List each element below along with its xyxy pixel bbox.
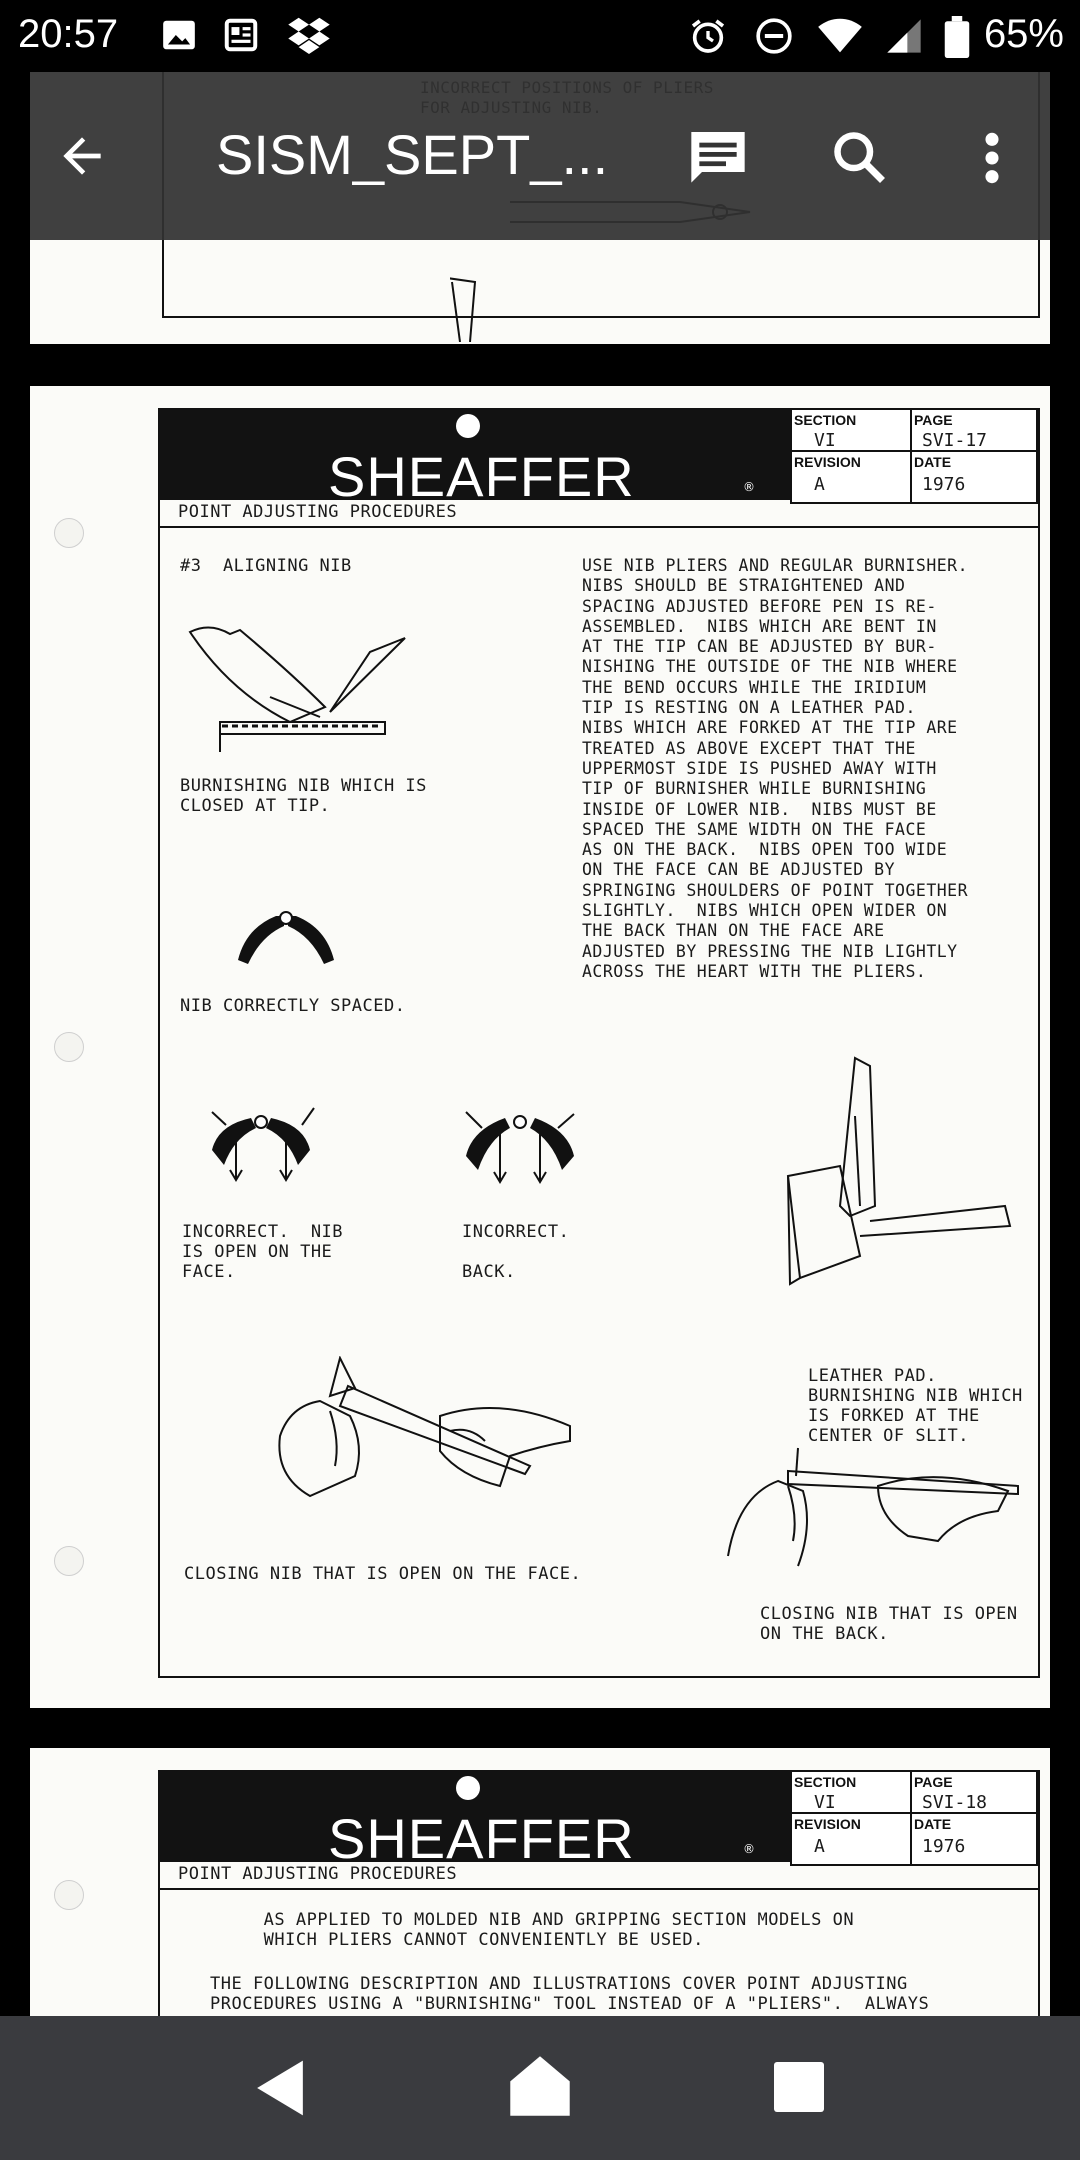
binder-hole [54, 1032, 84, 1062]
section-value: VI [814, 430, 836, 451]
binder-hole [54, 518, 84, 548]
search-icon[interactable] [830, 128, 890, 188]
document-page-svi-18 [30, 1748, 1050, 2016]
closing-nib-face-illustration [270, 1356, 590, 1506]
dnd-icon [754, 16, 794, 56]
section-heading: POINT ADJUSTING PROCEDURES [178, 502, 458, 522]
section-value: VI [814, 1792, 836, 1813]
page-number: SVI-18 [922, 1792, 988, 1813]
page-label: PAGE [914, 1774, 953, 1790]
nav-recents-icon[interactable] [774, 2062, 824, 2112]
revision-label: REVISION [794, 1816, 861, 1832]
battery-percent: 65% [983, 12, 1064, 56]
more-vert-icon[interactable] [980, 130, 1004, 186]
sheaffer-logo-bar [158, 408, 792, 508]
revision-label: REVISION [794, 454, 861, 470]
status-time: 20:57 [18, 12, 119, 56]
nav-back-icon[interactable] [252, 2056, 308, 2120]
caption-incorrect-face: INCORRECT. NIB IS OPEN ON THE FACE. [182, 1222, 344, 1282]
date-value: 1976 [922, 474, 966, 495]
revision-value: A [814, 1836, 825, 1857]
binder-hole [54, 1880, 84, 1910]
caption-closing-face: CLOSING NIB THAT IS OPEN ON THE FACE. [184, 1564, 582, 1584]
comment-icon[interactable] [686, 124, 750, 188]
brand-logo: SHEAFFER [328, 445, 635, 508]
image-icon [160, 16, 198, 54]
leather-pad-illustration [780, 1056, 1020, 1306]
caption-burnishing: BURNISHING NIB WHICH IS CLOSED AT TIP. [180, 776, 427, 816]
section-heading: POINT ADJUSTING PROCEDURES [178, 1864, 458, 1884]
paragraph-text: THE FOLLOWING DESCRIPTION AND ILLUSTRATIONS COVER POINT ADJUSTING PROCEDURES USING A "BURNISHING" TOOL INSTEAD OF A "PLIERS". ALWAYS [210, 1974, 930, 2014]
nav-home-icon[interactable] [508, 2054, 572, 2118]
document-viewer[interactable] [0, 72, 1080, 2016]
heading-row [158, 500, 1038, 528]
burnishing-illustration [180, 622, 430, 772]
app-toolbar [30, 72, 1050, 240]
nib-incorrect-face-illustration [206, 1100, 316, 1190]
section-label: SECTION [794, 412, 857, 428]
logo-hole [456, 1776, 480, 1800]
registered-mark: ® [743, 480, 755, 494]
nib-correct-illustration [236, 908, 336, 968]
nib-incorrect-back-illustration [460, 1100, 580, 1190]
heading-row [158, 1862, 1038, 1890]
section-label: SECTION [794, 1774, 857, 1790]
page-label: PAGE [914, 412, 953, 428]
instructions-text: USE NIB PLIERS AND REGULAR BURNISHER. NIBS SHOULD BE STRAIGHTENED AND SPACING ADJUSTED BEFORE PEN IS RE- ASSEMBLED. NIBS WHICH ARE BENT IN AT THE TIP CAN BE ADJUSTED BY BUR- NISHING THE OUTSIDE OF THE NIB WHERE THE BEND OCCURS WHILE THE IRIDIUM TIP IS RESTING ON A LEATHER PAD. NIBS WHICH ARE FORKED AT THE TIP ARE TREATED AS ABOVE EXCEPT THAT THE UPPERMOST SIDE IS PUSHED AWAY WITH TIP OF BURNISHER WHILE BURNISHING INSIDE OF LOWER NIB. NIBS MUST BE SPACED THE SAME WIDTH ON THE FACE AS ON THE BACK. NIBS OPEN TOO WIDE ON THE FACE CAN BE ADJUSTED BY SPRINGING SHOULDERS OF POINT TOGETHER SLIGHTLY. NIBS WHICH OPEN WIDER ON THE BACK THAN ON THE FACE ARE ADJUSTED BY PRESSING THE NIB LIGHTLY ACROSS THE HEART WITH THE PLIERS. [582, 556, 969, 981]
date-label: DATE [914, 454, 952, 470]
caption-incorrect-back-line2: BACK. [462, 1262, 516, 1282]
date-label: DATE [914, 1816, 952, 1832]
alarm-icon [688, 16, 728, 56]
brand-logo: SHEAFFER [328, 1807, 635, 1870]
revision-value: A [814, 474, 825, 495]
document-title: SISM_SEPT_... [216, 123, 609, 186]
closing-nib-back-illustration [718, 1446, 1028, 1576]
step-title: #3 ALIGNING NIB [180, 556, 352, 576]
wifi-icon [818, 16, 862, 56]
caption-incorrect-back-line1: INCORRECT. [462, 1222, 570, 1242]
caption-correct-spacing: NIB CORRECTLY SPACED. [180, 996, 406, 1016]
status-bar [0, 0, 1080, 72]
binder-hole [54, 1546, 84, 1576]
signal-icon [884, 16, 924, 56]
page-number: SVI-17 [922, 430, 988, 451]
arrow-left-icon[interactable] [54, 128, 110, 184]
caption-closing-back: CLOSING NIB THAT IS OPEN ON THE BACK. [760, 1604, 1018, 1644]
date-value: 1976 [922, 1836, 966, 1857]
news-icon [222, 16, 260, 54]
logo-hole [456, 414, 480, 438]
dropbox-icon [288, 16, 330, 54]
battery-icon [944, 16, 970, 58]
registered-mark: ® [743, 1842, 755, 1856]
intro-text: AS APPLIED TO MOLDED NIB AND GRIPPING SECTION MODELS ON WHICH PLIERS CANNOT CONVENIENTLY BE USED. [263, 1910, 855, 1950]
navigation-bar [0, 2016, 1080, 2160]
document-page-svi-17 [30, 386, 1050, 1708]
sheaffer-logo-bar [158, 1770, 792, 1870]
caption-leather-pad: LEATHER PAD. BURNISHING NIB WHICH IS FORKED AT THE CENTER OF SLIT. [808, 1366, 1023, 1446]
